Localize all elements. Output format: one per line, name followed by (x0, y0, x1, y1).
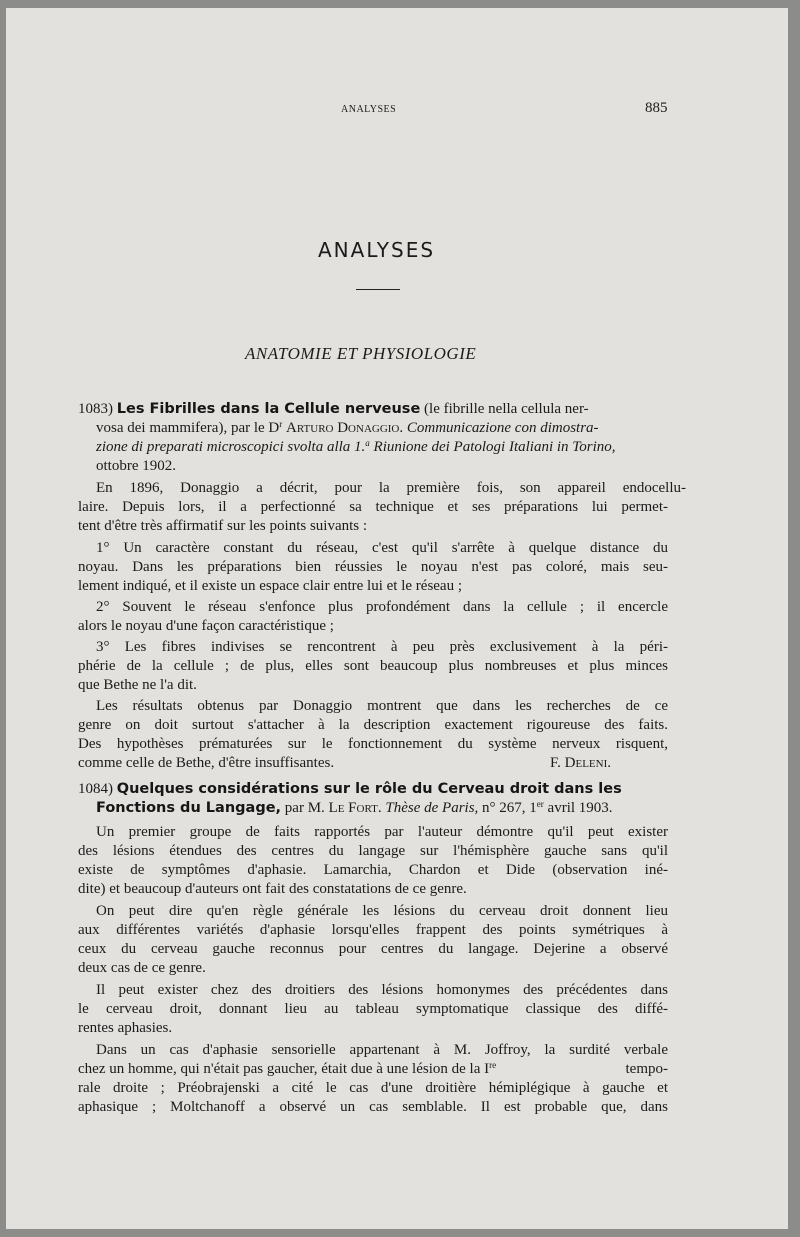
list-item-line: lement indiqué, et il existe un espace clair entre lui et le réseau ; (78, 578, 463, 594)
paragraph-line: Il peut exister chez des droitiers des lésions homonymes des précédentes dans (96, 982, 668, 998)
paragraph-line: le cerveau droit, donnant lieu au tableau symptomatique classique des diffé- (78, 1001, 668, 1017)
paragraph-line: En 1896, Donaggio a décrit, pour la première fois, son appareil endocellu- (96, 480, 686, 496)
book-page (6, 8, 788, 1229)
paragraph-line: aux différentes variétés d'aphasie lorsqu'elles frappent des points symétriques à (78, 922, 668, 938)
citation-text: avril 1903. (547, 800, 613, 816)
entry-title: Les Fibrilles dans la Cellule nerveuse (116, 401, 421, 417)
paragraph-line: rale droite ; Préobrajenski a cité le cas d'une droitière hémiplégique à gauche et (78, 1080, 668, 1096)
entry-1084-heading (78, 780, 622, 799)
citation-italic: Communicazione con dimostra- (406, 420, 599, 436)
author-name: Arturo Donaggio (286, 420, 400, 436)
paragraph-line: existe de symptômes d'aphasie. Lamarchia, Chardon et Dide (observation iné- (78, 862, 668, 878)
author-name: Le Fort. (328, 800, 382, 816)
entry-title: Quelques considérations sur le rôle du Cerveau droit dans les (116, 781, 622, 797)
signature: F. Deleni. (550, 755, 611, 771)
paragraph-line: Dans un cas d'aphasie sensorielle appartenant à M. Joffroy, la surdité verbale (96, 1042, 668, 1058)
running-title: ANALYSES (341, 104, 397, 115)
paragraph-line: genre on doit surtout s'attacher à la description exactement rigoureuse des faits. (78, 717, 668, 733)
entry-1083-citation-line: vosa dei mammifera), par le $D^r$ Arturo Donaggio. Communicazione con dimostra- (96, 419, 599, 436)
citation-text: par M. (284, 800, 325, 816)
entry-1083-heading (78, 400, 589, 419)
entry-1083-date: ottobre 1902. (96, 458, 176, 474)
superscript: re (489, 1060, 497, 1070)
title-divider (356, 289, 400, 290)
citation-italic: Riunione dei Patologi Italiani in Torino, (373, 439, 616, 455)
paragraph-line: ceux du cerveau gauche reconnus pour centres du langage. Dejerine a observé (78, 941, 668, 957)
list-item-line: 2° Souvent le réseau s'enfonce plus profondément dans la cellule ; il encercle (96, 599, 668, 615)
list-item-line: 1° Un caractère constant du réseau, c'est qu'il s'arrête à quelque distance du (96, 540, 668, 556)
list-item-line: alors le noyau d'une façon caractéristique ; (78, 618, 334, 634)
paragraph-line: deux cas de ce genre. (78, 960, 206, 976)
page-number: 885 (645, 100, 668, 116)
paragraph-line: tent d'être très affirmatif sur les points suivants : (78, 518, 368, 534)
paragraph-line: Un premier groupe de faits rapportés par l'auteur démontre qu'il peut exister (96, 824, 668, 840)
superscript: r (279, 419, 283, 429)
entry-title: Fonctions du Langage, (96, 800, 282, 816)
citation-text: vosa dei mammifera), par le D (96, 420, 280, 436)
list-item-line: noyau. Dans les préparations bien réussies le noyau n'est pas coloré, mais seu- (78, 559, 668, 575)
paragraph-line: Les résultats obtenus par Donaggio montrent que dans les recherches de ce (96, 698, 668, 714)
paragraph-line: des lésions étendues des centres du langage sur l'hémisphère gauche sans qu'il (78, 843, 668, 859)
superscript: er (536, 799, 544, 809)
entry-subtitle: (le fibrille nella cellula ner- (424, 401, 589, 417)
entry-number: 1083) (78, 401, 113, 417)
paragraph-line: comme celle de Bethe, d'être insuffisantes. (78, 755, 335, 771)
section-heading: ANATOMIE ET PHYSIOLOGIE (245, 344, 477, 363)
paragraph-line: Des hypothèses prématurées sur le fonctionnement du système nerveux risquent, (78, 736, 668, 752)
paragraph-text: tempo- (625, 1061, 668, 1077)
list-item-line: 3° Les fibres indivises se rencontrent à peu près exclusivement à la péri- (96, 639, 668, 655)
entry-1083-citation-line (96, 438, 616, 457)
page-title: ANALYSES (318, 238, 436, 262)
list-item-line: que Bethe ne l'a dit. (78, 677, 197, 693)
paragraph-line: dite) et beaucoup d'auteurs ont fait des constatations de ce genre. (78, 881, 467, 897)
paragraph-line: rentes aphasies. (78, 1020, 173, 1036)
paragraph-text: chez un homme, qui n'était pas gaucher, était due à une lésion de la I (78, 1061, 490, 1077)
citation-italic: Thèse de Paris, (385, 800, 479, 816)
citation-italic: zione di preparati microscopici svolta alla 1. (96, 439, 366, 455)
paragraph-line: aphasique ; Moltchanoff a observé un cas semblable. Il est probable que, dans (78, 1099, 668, 1115)
entry-number: 1084) (78, 781, 113, 797)
paragraph-line: laire. Depuis lors, il a perfectionné sa technique et ses préparations lui permet- (78, 499, 668, 515)
entry-1084-citation-line (96, 799, 613, 818)
paragraph-line: On peut dire qu'en règle générale les lésions du cerveau droit donnent lieu (96, 903, 668, 919)
paragraph-line (78, 1060, 668, 1079)
list-item-line: phérie de la cellule ; de plus, elles sont beaucoup plus nombreuses et plus minces (78, 658, 668, 674)
superscript: a (365, 438, 370, 448)
citation-text: n° 267, 1 (482, 800, 537, 816)
